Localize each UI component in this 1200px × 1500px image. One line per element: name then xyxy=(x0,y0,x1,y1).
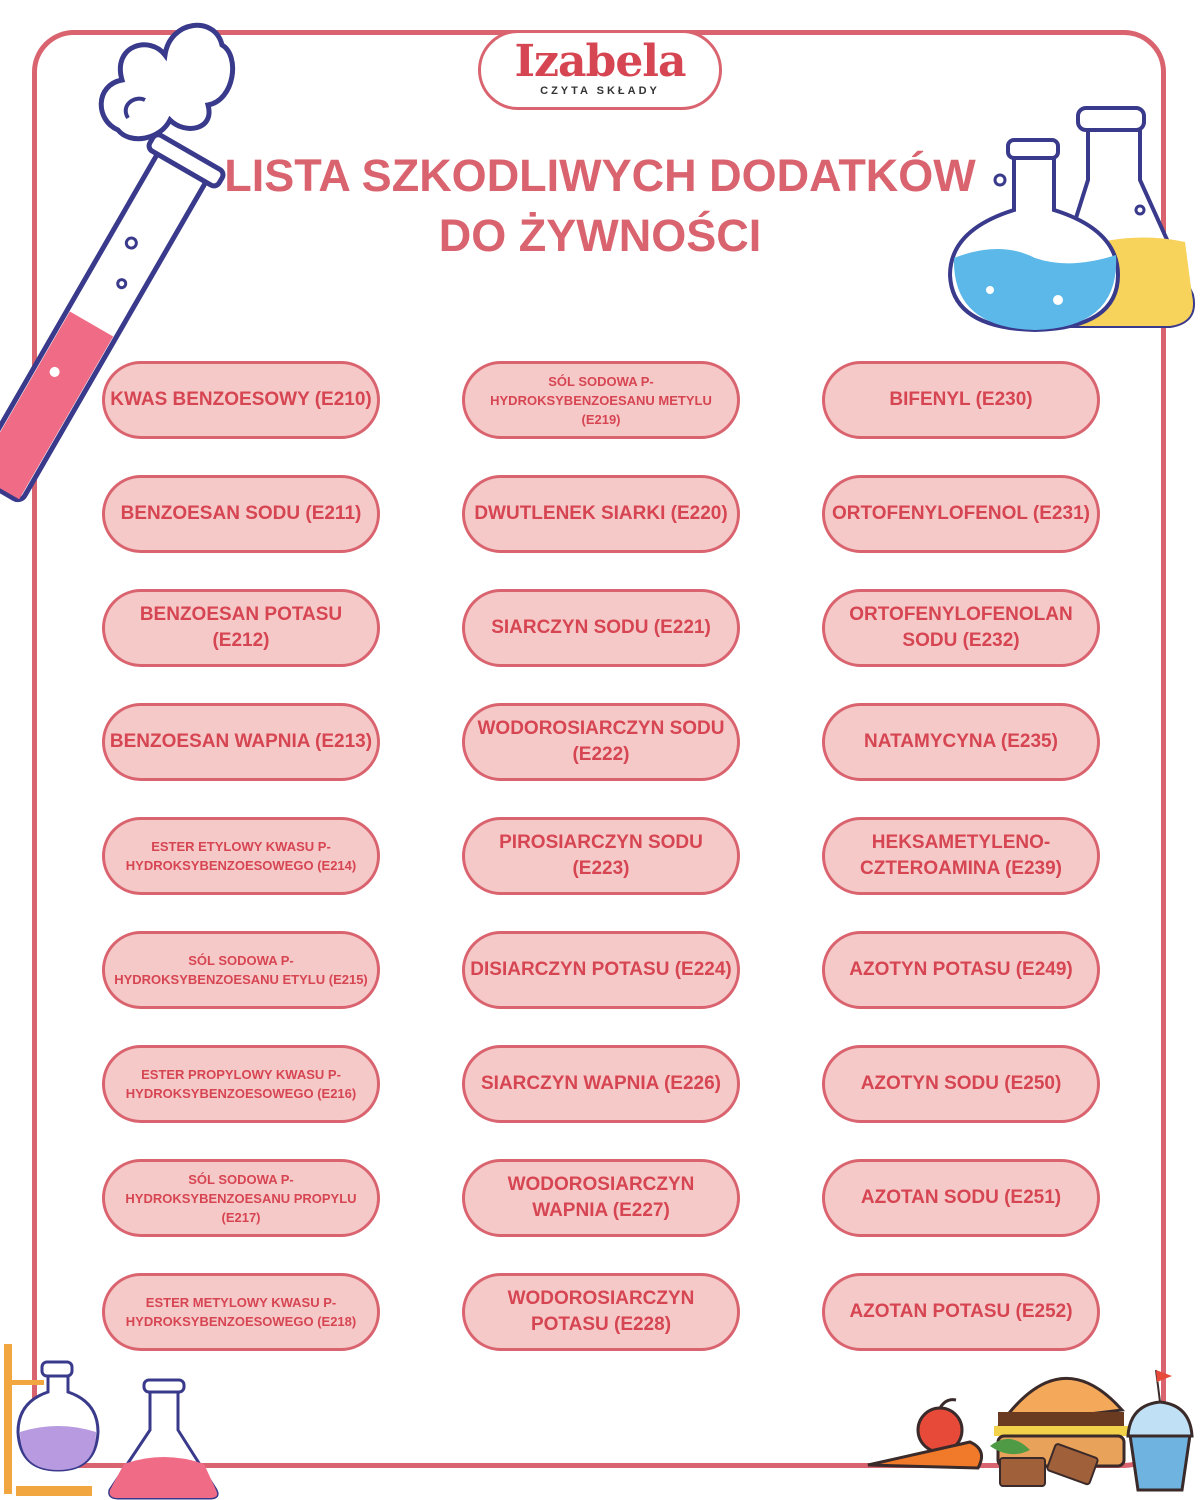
additive-label: AZOTYN SODU (E250) xyxy=(860,1073,1062,1094)
additive-pill xyxy=(102,931,380,1009)
additive-pill xyxy=(462,361,740,439)
additive-label: WODOROSIARCZYN POTASU (E228) xyxy=(507,1288,695,1335)
additive-label: SIARCZYN SODU (E221) xyxy=(491,617,711,638)
additive-pill xyxy=(102,817,380,895)
title-line-2: DO ŻYWNOŚCI xyxy=(438,210,762,261)
additive-label: SÓL SODOWA P-HYDROKSYBENZOESANU ETYLU (E215) xyxy=(114,953,368,987)
additive-label: ESTER PROPYLOWY KWASU P-HYDROKSYBENZOESOWEGO (E216) xyxy=(125,1067,357,1101)
additive-pill xyxy=(462,1273,740,1351)
additive-label: NATAMYCYNA (E235) xyxy=(864,731,1058,752)
additive-label: KWAS BENZOESOWY (E210) xyxy=(110,389,372,410)
additive-pill xyxy=(102,703,380,781)
additive-label: AZOTAN POTASU (E252) xyxy=(849,1301,1073,1322)
additive-label: SÓL SODOWA P-HYDROKSYBENZOESANU METYLU (E219) xyxy=(490,373,712,427)
additive-pill xyxy=(102,1159,380,1237)
additive-pill xyxy=(462,589,740,667)
additive-label: BENZOESAN SODU (E211) xyxy=(120,503,362,524)
logo-subtitle: CZYTA SKŁADY xyxy=(540,85,660,97)
additive-pill xyxy=(462,703,740,781)
additive-pill xyxy=(462,1159,740,1237)
additive-label: BIFENYL (E230) xyxy=(889,389,1033,410)
additive-pill xyxy=(102,1045,380,1123)
title-line-1: LISTA SZKODLIWYCH DODATKÓW xyxy=(224,150,976,201)
additive-label: PIROSIARCZYN SODU (E223) xyxy=(499,832,703,879)
additive-pill xyxy=(102,475,380,553)
additive-pill xyxy=(822,1273,1100,1351)
additive-label: HEKSAMETYLENO-CZTEROAMINA (E239) xyxy=(860,832,1062,879)
additive-label: AZOTAN SODU (E251) xyxy=(860,1187,1062,1208)
additive-pill xyxy=(102,589,380,667)
brand-logo xyxy=(478,30,722,110)
additive-label: SIARCZYN WAPNIA (E226) xyxy=(481,1073,721,1094)
additive-pill xyxy=(822,361,1100,439)
additive-label: ESTER ETYLOWY KWASU P-HYDROKSYBENZOESOWEGO (E214) xyxy=(125,839,357,873)
additive-pill xyxy=(822,703,1100,781)
additive-pill xyxy=(102,1273,380,1351)
food-icon xyxy=(860,1350,1200,1500)
additive-pill xyxy=(822,817,1100,895)
additive-pill xyxy=(102,361,380,439)
additive-pill xyxy=(822,1159,1100,1237)
lab-stand-icon xyxy=(0,1340,220,1500)
additive-pill xyxy=(822,475,1100,553)
additive-label: ORTOFENYLOFENOL (E231) xyxy=(832,503,1090,524)
logo-name: Izabela xyxy=(514,36,686,87)
additive-pill xyxy=(462,931,740,1009)
additive-label: ORTOFENYLOFENOLAN SODU (E232) xyxy=(849,604,1073,651)
additive-label: BENZOESAN POTASU (E212) xyxy=(139,604,343,651)
additive-pill xyxy=(462,475,740,553)
additive-label: DISIARCZYN POTASU (E224) xyxy=(470,959,732,980)
additive-label: AZOTYN POTASU (E249) xyxy=(849,959,1073,980)
additive-pill xyxy=(462,817,740,895)
additive-pill xyxy=(822,589,1100,667)
additive-label: ESTER METYLOWY KWASU P-HYDROKSYBENZOESOWEGO (E218) xyxy=(125,1295,357,1329)
additive-label: WODOROSIARCZYN SODU (E222) xyxy=(477,718,725,765)
additive-pill xyxy=(822,931,1100,1009)
page-title xyxy=(150,146,1050,266)
additive-label: DWUTLENEK SIARKI (E220) xyxy=(474,503,728,524)
additive-label: SÓL SODOWA P-HYDROKSYBENZOESANU PROPYLU (E217) xyxy=(125,1171,357,1225)
additive-pill xyxy=(462,1045,740,1123)
additive-label: WODOROSIARCZYN WAPNIA (E227) xyxy=(507,1174,695,1221)
additive-pill xyxy=(822,1045,1100,1123)
additive-label: BENZOESAN WAPNIA (E213) xyxy=(109,731,373,752)
